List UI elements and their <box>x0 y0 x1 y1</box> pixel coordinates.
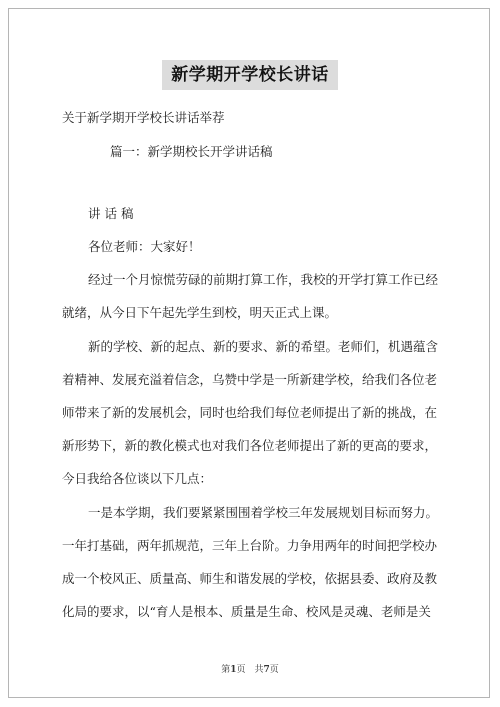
footer-mid: 页 共 <box>236 665 264 675</box>
paragraph-line: 师带来了新的发展机会，同时也给我们每位老师提出了新的挑战，在 <box>62 405 438 420</box>
document-subtitle: 关于新学期开学校长讲话举荐 <box>62 110 225 125</box>
speech-label: 讲 话 稿 <box>88 206 134 221</box>
paragraph-line: 成一个校风正、质量高、师生和谐发展的学校，依据县委、政府及教 <box>62 571 438 586</box>
footer-prefix: 第 <box>221 665 231 675</box>
page-title: 新学期开学校长讲话 <box>162 60 338 90</box>
footer-suffix: 页 <box>269 665 279 675</box>
paragraph-line: 新形势下，新的教化模式也对我们各位老师提出了新的更高的要求， <box>62 438 438 453</box>
paragraph-line: 化局的要求，以“育人是根本、质量是生命、校风是灵魂、老师是关 <box>62 604 431 619</box>
paragraph-line: 一是本学期，我们要紧紧围围着学校三年发展规划目标而努力。 <box>88 505 439 520</box>
paragraph-line: 新的学校、新的起点、新的要求、新的希望。老师们，机遇蕴含 <box>88 339 439 354</box>
paragraph-line: 今日我给各位谈以下几点： <box>62 471 213 486</box>
greeting: 各位老师：大家好！ <box>88 239 201 254</box>
paragraph-line: 着精神、发展充溢着信念，乌赞中学是一所新建学校，给我们各位老 <box>62 372 438 387</box>
section-heading: 篇一：新学期校长开学讲话稿 <box>110 144 273 159</box>
page-footer <box>0 662 500 675</box>
paragraph-line: 就绪，从今日下午起先学生到校，明天正式上课。 <box>62 305 338 320</box>
paragraph-line: 一年打基础，两年抓规范，三年上台阶。力争用两年的时间把学校办 <box>62 538 438 553</box>
paragraph-line: 经过一个月惊慌劳碌的前期打算工作，我校的开学打算工作已经 <box>88 272 439 287</box>
current-page-number: 1 <box>230 665 237 675</box>
total-page-count: 7 <box>263 665 270 675</box>
